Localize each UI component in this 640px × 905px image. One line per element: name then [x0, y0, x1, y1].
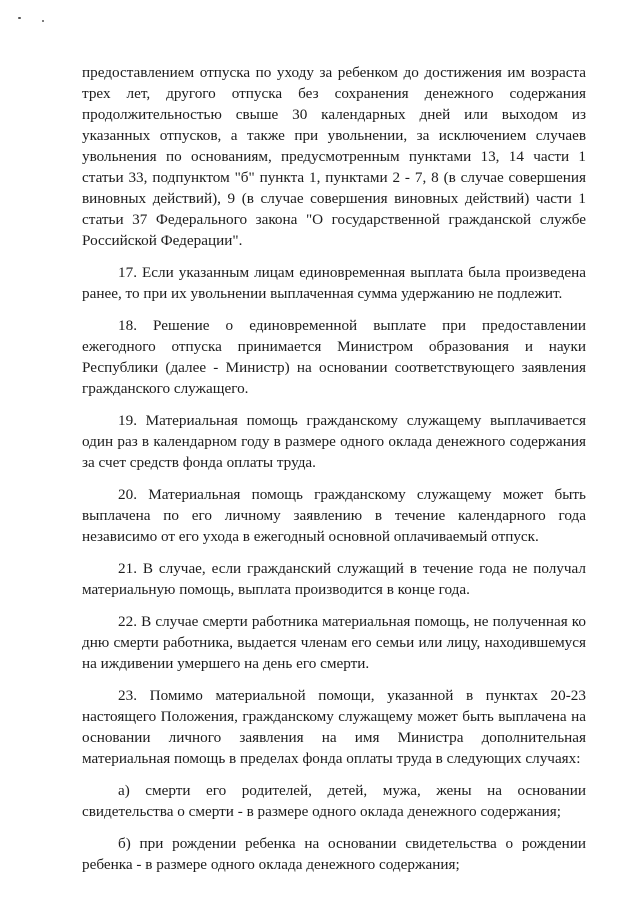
scan-speck-mark: [42, 20, 44, 22]
paragraph-23: 23. Помимо материальной помощи, указанной в пунктах 20-23 настоящего Положения, гражданскому служащему может быть выплачена на основании личного заявления на имя Министра дополнительная материальная помощь в пределах фонда оплаты труда в следующих случаях:: [82, 687, 586, 767]
paragraph-19: 19. Материальная помощь гражданскому служащему выплачивается один раз в календарном году в размере одного оклада денежного содержания за счет средств фонда оплаты труда.: [82, 412, 586, 471]
scan-speck-mark: [18, 17, 21, 19]
paragraph-23b: б) при рождении ребенка на основании свидетельства о рождении ребенка - в размере одного оклада денежного содержания;: [82, 835, 586, 873]
paragraph-18: 18. Решение о единовременной выплате при предоставлении ежегодного отпуска принимается Министром образования и науки Республики (далее - Министр) на основании соответствующего заявления гражданского служащего.: [82, 317, 586, 397]
paragraph-continuation: предоставлением отпуска по уходу за ребенком до достижения им возраста трех лет, другого отпуска без сохранения денежного содержания продолжительностью свыше 30 календарных дней или выходом из указанных отпусков, а также при увольнении, за исключением случаев увольнения по основаниям, предусмотренным пунктами 13, 14 части 1 статьи 33, подпунктом "б" пункта 1, пунктами 2 - 7, 8 (в случае совершения виновных действий), 9 (в случае совершения виновных действий) части 1 статьи 37 Федерального закона "О государственной гражданской службе Российской Федерации".: [82, 64, 586, 249]
paragraph-20: 20. Материальная помощь гражданскому служащему может быть выплачена по его личному заявлению в течение календарного года независимо от его ухода в ежегодный основной оплачиваемый отпуск.: [82, 486, 586, 545]
paragraph-22: 22. В случае смерти работника материальная помощь, не полученная ко дню смерти работника, выдается членам его семьи или лицу, находившемуся на иждивении умершего на день его смерти.: [82, 613, 586, 672]
paragraph-21: 21. В случае, если гражданский служащий в течение года не получал материальную помощь, выплата производится в конце года.: [82, 560, 586, 598]
document-body: [82, 62, 586, 886]
paragraph-23a: а) смерти его родителей, детей, мужа, жены на основании свидетельства о смерти - в размере одного оклада денежного содержания;: [82, 782, 586, 820]
paragraph-17: 17. Если указанным лицам единовременная выплата была произведена ранее, то при их увольнении выплаченная сумма удержанию не подлежит.: [82, 264, 586, 302]
